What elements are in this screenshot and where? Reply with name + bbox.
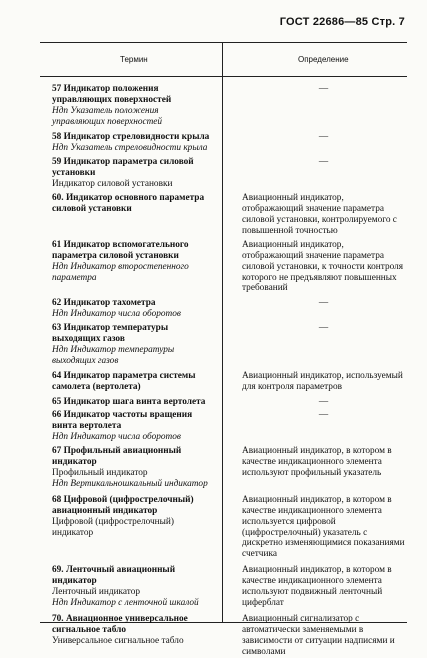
term-name: 69. Ленточный авиационный индикатор	[52, 565, 176, 587]
term-deprecated: Ндп Индикатор температуры выходящих газов	[52, 344, 175, 366]
term-cell	[52, 193, 222, 237]
term-short: Профильный индикатор	[52, 468, 148, 478]
term-cell	[52, 240, 222, 295]
terms-table	[52, 84, 405, 657]
table-row	[52, 132, 405, 154]
term-name: 66 Индикатор частоты вращения винта вертолета	[52, 410, 193, 432]
table-row	[52, 157, 405, 190]
term-name: 57 Индикатор положения управляющих поверхностей	[52, 84, 172, 105]
term-short: Цифровой (цифрострелочный) индикатор	[52, 516, 174, 538]
definition-cell: Авиационный индикатор, отображающий значение параметра силовой установки, контролируемого с повышенной точностью	[242, 193, 397, 236]
term-deprecated: Ндп Указатель положения управляющих поверхностей	[52, 105, 163, 127]
term-name: 59 Индикатор параметра силовой установки	[52, 157, 194, 179]
term-cell	[52, 371, 222, 393]
table-row	[52, 84, 405, 128]
column-header-definition: Определение	[298, 55, 349, 64]
definition-cell: —	[318, 410, 329, 421]
table-top-rule	[40, 42, 407, 43]
term-cell	[52, 614, 222, 658]
term-deprecated: Ндп Вертикальношкальный индикатор	[52, 478, 208, 489]
table-row	[52, 565, 405, 609]
term-deprecated: Ндп Индикатор второстепенного параметра	[52, 261, 189, 283]
definition-cell: Авиационный индикатор, отображающий значение параметра силовой установки, к точности контроля которого не предъявляют повышенных требований	[242, 239, 404, 294]
term-name: 68 Цифровой (цифрострелочный) авиационный индикатор	[52, 494, 194, 516]
definition-cell: Авиационный индикатор, в котором в качестве индикационного элемента используют профильный указатель	[242, 446, 392, 478]
definition-cell: —	[318, 323, 329, 334]
term-cell	[52, 446, 222, 490]
term-cell	[52, 410, 222, 443]
column-header-term: Термин	[120, 55, 148, 64]
term-name: 67 Профильный авиационный индикатор	[52, 446, 182, 468]
term-cell	[52, 157, 222, 190]
definition-cell: —	[318, 84, 329, 94]
table-row	[52, 397, 405, 408]
term-name: 61 Индикатор вспомогательного параметра силовой установки	[52, 239, 189, 261]
term-short: Универсальное сигнальное табло	[52, 635, 184, 646]
term-cell	[52, 495, 222, 560]
term-deprecated: Ндп Индикатор числа оборотов	[52, 309, 181, 320]
term-cell	[52, 298, 222, 320]
term-name: 65 Индикатор шага винта вертолета	[52, 396, 206, 407]
definition-cell: Авиационный индикатор, в котором в качестве индикационного элемента используется цифровой (цифрострелочный) указатель с дискретно изменяющимися показаниями счетчика	[242, 494, 405, 560]
table-row	[52, 240, 405, 295]
term-cell	[52, 132, 222, 154]
term-deprecated: Ндп Индикатор с ленточной шкалой	[52, 597, 199, 608]
term-short: Индикатор силовой установки	[52, 179, 173, 190]
definition-cell: Авиационный индикатор, используемый для контроля параметров	[242, 370, 403, 392]
definition-cell: —	[318, 157, 329, 168]
term-name: 60. Индикатор основного параметра силовой установки	[52, 193, 205, 215]
table-row	[52, 446, 405, 490]
definition-cell: Авиационный индикатор, в котором в качестве индикационного элемента используют подвижный ленточный циферблат	[242, 565, 392, 608]
term-name: 58 Индикатор стреловидности крыла	[52, 131, 210, 142]
term-name: 64 Индикатор параметра системы самолета (вертолета)	[52, 370, 196, 392]
term-cell	[52, 565, 222, 609]
page-header: ГОСТ 22686—85 Стр. 7	[279, 16, 405, 28]
term-cell	[52, 323, 222, 367]
term-name: 63 Индикатор температуры выходящих газов	[52, 323, 169, 345]
definition-cell: —	[318, 298, 329, 309]
table-row	[52, 495, 405, 560]
table-row	[52, 614, 405, 658]
term-deprecated: Ндп Индикатор числа оборотов	[52, 432, 181, 443]
term-deprecated: Ндп Указатель стреловидности крыла	[52, 142, 208, 153]
table-row	[52, 323, 405, 367]
table-row	[52, 410, 405, 443]
term-cell	[52, 397, 222, 408]
term-cell	[52, 84, 222, 128]
definition-cell: —	[318, 396, 329, 407]
term-short: Ленточный индикатор	[52, 587, 141, 598]
table-header-rule	[40, 76, 407, 77]
term-name: 62 Индикатор тахометра	[52, 298, 156, 309]
definition-cell: Авиационный сигнализатор с автоматически заменяемыми в зависимости от ситуации надписями и символами	[242, 613, 395, 657]
table-row	[52, 371, 405, 393]
table-row	[52, 193, 405, 237]
table-row	[52, 298, 405, 320]
term-name: 70. Авиационное универсальное сигнальное табло	[52, 613, 188, 635]
definition-cell: —	[318, 131, 329, 142]
